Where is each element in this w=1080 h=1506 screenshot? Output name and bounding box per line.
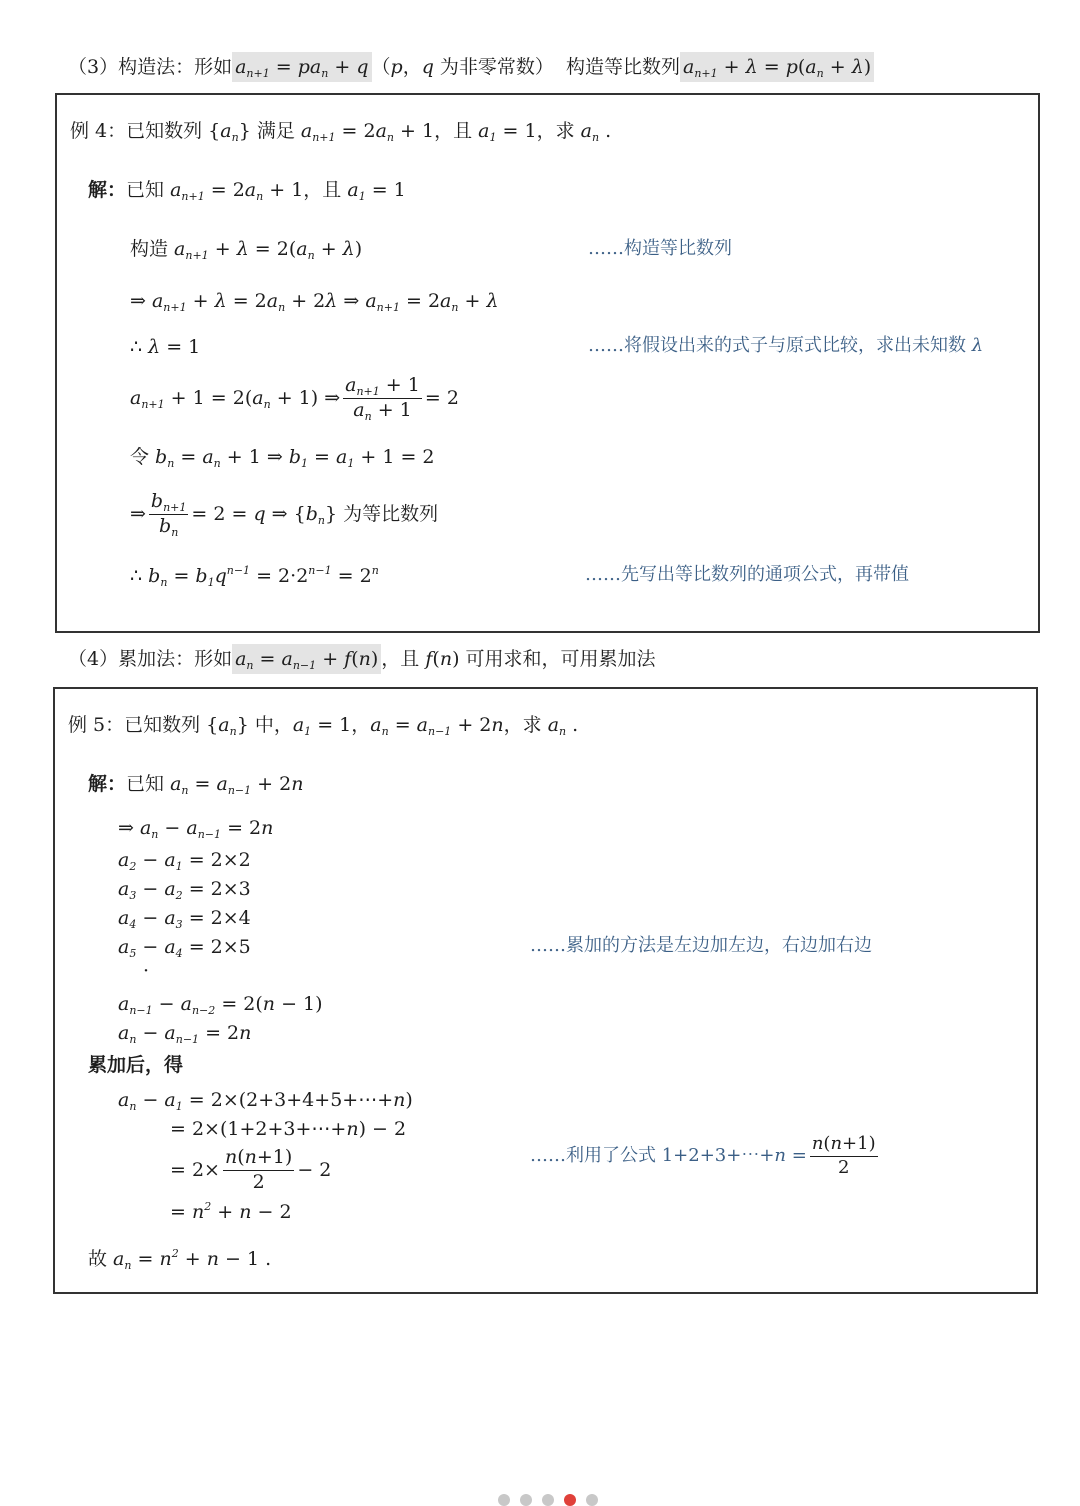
section-4-suffix: ，且 f(n) 可用求和，可用累加法 [381, 648, 656, 670]
example-5-line-5: $a_5 - a_4 = 2\times 5$ [118, 936, 251, 960]
example-4-note-1: ……构造等比数列 [588, 238, 732, 259]
section-3-heading [68, 56, 874, 80]
example-4-step-construct: 构造 $a_{n+1} + \lambda = 2(a_n + \lambda)$ [130, 238, 363, 262]
section-3-formula2: $a_{n+1} + \lambda = p(a_n + \lambda)$ [680, 52, 874, 82]
section-3-prefix: （3）构造法：形如 [68, 56, 233, 78]
example-5-ellipsis-dot: · [143, 960, 150, 982]
example-5-note-2: ……利用了公式 1+2+3+⋯+n = $\frac{n(n+1)}{2}$ [530, 1133, 876, 1178]
example-5-sum-line-2: = 2×(1+2+3+⋯+n) − 2 [170, 1118, 407, 1140]
example-5-conclusion: 故 $a_n = n^2 + n - 1$ . [88, 1247, 272, 1272]
example-5-line-1: ⇒ $a_n - a_{n-1} = 2n$ [118, 817, 274, 841]
example-4-step-formula: ∴ $b_n = b_1q^{n-1} = 2\cdot 2^{n-1} = 2^n$ [130, 564, 379, 589]
example-4-note-2: ……将假设出来的式子与原式比较，求出未知数 λ [588, 335, 984, 356]
page-dot-2[interactable] [520, 1494, 532, 1506]
example-4-step-ratio: $a_{n+1} + 1 = 2(a_n + 1)$ ⇒ $\frac{a_{n+1} + 1}{a_n + 1}$ = 2 [130, 374, 459, 423]
example-5-line-7: $a_{n-1} - a_{n-2} = 2(n - 1)$ [118, 993, 323, 1017]
example-4-step-let: 令 $b_n = a_n + 1$ ⇒ $b_1 = a_1 + 1 = 2$ [130, 446, 435, 470]
example-5-line-8: $a_n - a_{n-1} = 2n$ [118, 1022, 252, 1046]
page-dot-3[interactable] [542, 1494, 554, 1506]
section-4-formula: $a_n = a_{n-1} + f(n)$ [232, 644, 381, 674]
example-5-line-3: $a_3 - a_2 = 2\times 3$ [118, 878, 251, 902]
page-dot-1[interactable] [498, 1494, 510, 1506]
example-5-line-4: $a_4 - a_3 = 2\times 4$ [118, 907, 251, 931]
example-5-line-2: $a_2 - a_1 = 2\times 2$ [118, 849, 251, 873]
section-4-heading [68, 648, 656, 672]
example-5-sum-line-4: = $n^2 + n - 2$ [170, 1200, 292, 1223]
example-4-given: 解：已知 $a_{n+1} = 2a_n + 1$，且 $a_1 = 1$ [88, 179, 406, 203]
example-4-note-3: ……先写出等比数列的通项公式，再带值 [585, 564, 909, 585]
example-5-title: 例 5：已知数列 $\{a_n\}$ 中，$a_1 = 1$，$a_n = a_{n-1} + 2n$，求 $a_n$ . [68, 714, 579, 738]
example-4-box [55, 93, 1040, 633]
section-4-prefix: （4）累加法：形如 [68, 648, 233, 670]
example-5-sum-line-1: $a_n - a_1$ = 2×(2+3+4+5+⋯+n) [118, 1089, 413, 1113]
example-4-step-lambda: ∴ λ = 1 [130, 336, 201, 358]
example-4-step-geometric: ⇒ $\frac{b_{n+1}}{b_n}$ = 2 = q ⇒ $\{b_n\}$ 为等比数列 [130, 490, 439, 539]
example-5-sum-label: 累加后，得 [88, 1054, 184, 1076]
page-dot-5[interactable] [586, 1494, 598, 1506]
example-4-title: 例 4：已知数列 $\{a_n\}$ 满足 $a_{n+1} = 2a_n + 1$，且 $a_1 = 1$，求 $a_n$ . [70, 120, 612, 144]
section-3-mid: （p，q 为非零常数） 构造等比数列 [371, 56, 680, 78]
page-dot-4-active[interactable] [564, 1494, 576, 1506]
example-5-given: 解：已知 $a_n = a_{n-1} + 2n$ [88, 773, 304, 797]
example-5-sum-line-3: = 2× $\frac{n(n+1)}{2}$ − 2 [170, 1146, 332, 1193]
example-4-step-expand: ⇒ $a_{n+1} + \lambda = 2a_n + 2\lambda$ ⇒ $a_{n+1} = 2a_n + \lambda$ [130, 290, 499, 314]
example-5-note-1: ……累加的方法是左边加左边，右边加右边 [530, 935, 872, 956]
section-3-formula: $a_{n+1} = pa_n + q$ [232, 52, 371, 82]
